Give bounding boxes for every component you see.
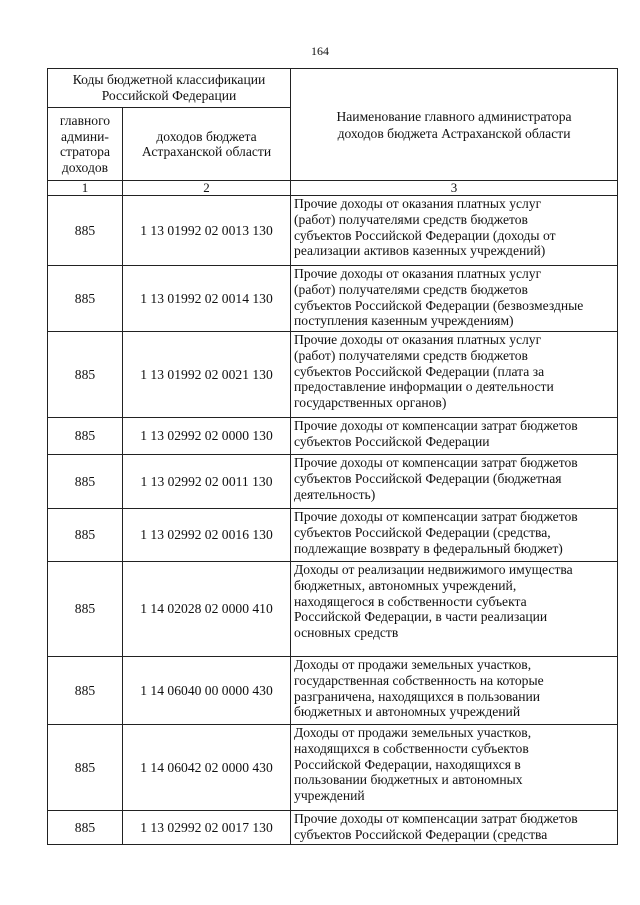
admin-code-cell: 885 [48, 418, 123, 455]
header-budget-income [123, 108, 291, 181]
name-line: Российской Федерации, в части реализации [294, 609, 548, 625]
income-name-cell [291, 811, 618, 845]
name-line: государственная собственность на которые [294, 672, 544, 688]
name-line: разграничена, находящихся в пользовании [294, 688, 541, 704]
header-line: стратора [59, 144, 110, 159]
name-line: Прочие доходы от оказания платных услуг [294, 266, 542, 281]
budget-code-cell: 1 13 01992 02 0013 130 [123, 196, 291, 266]
name-line: субъектов Российской Федерации (средства [294, 826, 548, 842]
budget-code-cell: 1 13 02992 02 0011 130 [123, 455, 291, 509]
income-name-cell [291, 657, 618, 725]
table-row [48, 266, 618, 332]
name-line: субъектов Российской Федерации (доходы от [294, 227, 556, 243]
header-line: главного [59, 113, 111, 128]
income-name-cell [291, 196, 618, 266]
name-line: (работ) получателями средств бюджетов [294, 347, 528, 363]
name-line: находящегося в собственности субъекта [294, 593, 527, 609]
column-number: 2 [123, 181, 291, 196]
name-line: Доходы от продажи земельных участков, [294, 657, 532, 672]
table-row [48, 509, 618, 562]
page-number: 164 [311, 44, 329, 58]
header-line: доходов бюджета [156, 128, 257, 144]
header-line: доходов бюджета Астраханской области [337, 125, 571, 141]
name-line: поступления казенным учреждениям) [294, 313, 514, 329]
income-name-cell [291, 562, 618, 657]
budget-code-cell: 1 13 01992 02 0021 130 [123, 332, 291, 418]
income-name-cell [291, 509, 618, 562]
admin-code-cell: 885 [48, 455, 123, 509]
header-line: Коды бюджетной классификации [72, 72, 266, 87]
budget-code-cell: 1 13 02992 02 0016 130 [123, 509, 291, 562]
name-line: Прочие доходы от компенсации затрат бюджетов [294, 455, 578, 470]
table-row [48, 657, 618, 725]
name-line: деятельность) [294, 486, 376, 502]
admin-code-cell: 885 [48, 332, 123, 418]
admin-code-cell: 885 [48, 196, 123, 266]
name-line: Прочие доходы от оказания платных услуг [294, 196, 542, 211]
table-row [48, 455, 618, 509]
header-admin-name [291, 69, 618, 181]
table-row [48, 725, 618, 811]
table-row [48, 418, 618, 455]
admin-code-cell: 885 [48, 509, 123, 562]
name-line: (работ) получателями средств бюджетов [294, 281, 528, 297]
header-main-admin [48, 108, 123, 181]
table-row [48, 562, 618, 657]
name-line: Прочие доходы от компенсации затрат бюджетов [294, 509, 578, 524]
name-line: Прочие доходы от оказания платных услуг [294, 332, 542, 347]
header-line: Российской Федерации [101, 88, 237, 103]
income-name-cell [291, 455, 618, 509]
admin-code-cell: 885 [48, 266, 123, 332]
name-line: Доходы от реализации недвижимого имущества [294, 562, 573, 577]
income-name-cell [291, 266, 618, 332]
admin-code-cell: 885 [48, 562, 123, 657]
header-codes-group [48, 69, 291, 108]
name-line: пользовании бюджетных и автономных [294, 772, 523, 788]
name-line: предоставление информации о деятельности [294, 379, 554, 395]
name-line: субъектов Российской Федерации (бюджетная [294, 470, 562, 486]
table-row [48, 332, 618, 418]
admin-code-cell: 885 [48, 811, 123, 845]
name-line: Прочие доходы от компенсации затрат бюджетов [294, 418, 578, 433]
column-number: 1 [48, 181, 123, 196]
name-line: субъектов Российской Федерации (безвозмездные [294, 297, 584, 313]
name-line: подлежащие возврату в федеральный бюджет) [294, 540, 563, 556]
budget-code-cell: 1 14 06040 00 0000 430 [123, 657, 291, 725]
name-line: государственных органов) [294, 395, 447, 411]
name-line: Прочие доходы от компенсации затрат бюджетов [294, 811, 578, 826]
income-name-cell [291, 418, 618, 455]
name-line: учреждений [294, 788, 365, 804]
budget-code-cell: 1 14 06042 02 0000 430 [123, 725, 291, 811]
income-name-cell [291, 725, 618, 811]
header-line: Наименование главного администратора [336, 108, 572, 124]
name-line: бюджетных, автономных учреждений, [294, 577, 517, 593]
header-line: Астраханской области [141, 144, 272, 159]
table-row [48, 196, 618, 266]
name-line: бюджетных и автономных учреждений [294, 704, 521, 720]
name-line: основных средств [294, 625, 399, 641]
table-row [48, 811, 618, 845]
budget-code-cell: 1 13 01992 02 0014 130 [123, 266, 291, 332]
name-line: Российской Федерации, находящихся в [294, 756, 521, 772]
budget-classification-table [47, 68, 618, 845]
header-line: админи- [61, 128, 109, 144]
name-line: субъектов Российской Федерации [294, 433, 490, 449]
name-line: Доходы от продажи земельных участков, [294, 725, 532, 740]
name-line: субъектов Российской Федерации (средства, [294, 524, 551, 540]
admin-code-cell: 885 [48, 725, 123, 811]
column-number: 3 [291, 181, 618, 196]
budget-code-cell: 1 13 02992 02 0000 130 [123, 418, 291, 455]
name-line: находящихся в собственности субъектов [294, 740, 529, 756]
name-line: субъектов Российской Федерации (плата за [294, 363, 545, 379]
income-name-cell [291, 332, 618, 418]
admin-code-cell: 885 [48, 657, 123, 725]
name-line: реализации активов казенных учреждений) [294, 243, 546, 259]
budget-code-cell: 1 13 02992 02 0017 130 [123, 811, 291, 845]
header-line: доходов [61, 159, 109, 175]
name-line: (работ) получателями средств бюджетов [294, 211, 528, 227]
budget-code-cell: 1 14 02028 02 0000 410 [123, 562, 291, 657]
